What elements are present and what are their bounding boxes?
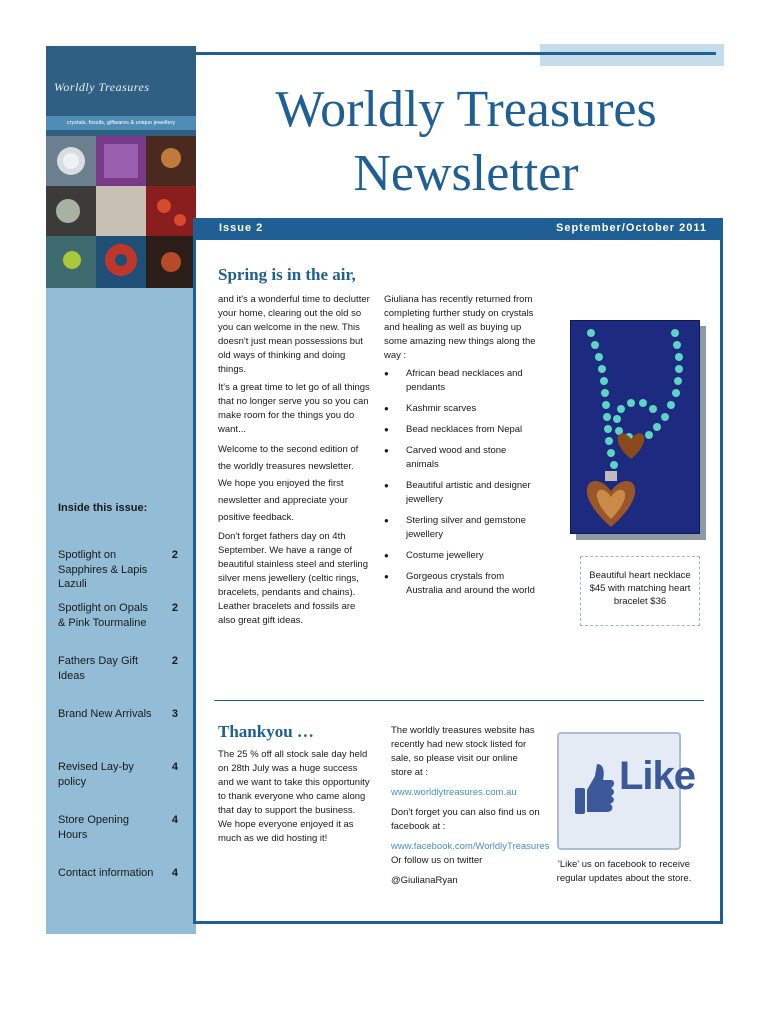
twitter-handle[interactable]: @GiulianaRyan [391, 875, 458, 886]
list-item: ● Kashmir scarves [384, 402, 536, 416]
title-line-1: Worldly Treasures [275, 81, 657, 138]
toc-item[interactable] [58, 601, 178, 654]
toc-label: Spotlight on Opals & Pink Tourmaline [58, 602, 148, 629]
facebook-like-button[interactable] [557, 732, 696, 850]
thumbs-up-icon [573, 762, 615, 818]
list-item: ● Beautiful artistic and designer jewellery [384, 479, 536, 507]
spring-paragraph: and it's a wonderful time to declutter your home, clearing out the old so you can welcome in the new. This doesn't just mean possessions but old ways of thinking and doing things. [218, 294, 370, 375]
toc-page: 4 [171, 867, 178, 879]
like-label: Like [619, 754, 696, 798]
table-of-contents [58, 548, 178, 906]
thankyou-heading: Thankyou … [218, 722, 314, 741]
cover-brand: Worldly Treasures [54, 80, 150, 94]
facebook-link[interactable]: www.facebook.com/WorldlyTreasures [391, 841, 550, 852]
toc-page: 2 [171, 549, 178, 561]
website-column [391, 724, 550, 892]
section-divider [214, 700, 704, 701]
twitter-paragraph: Or follow us on twitter [391, 855, 483, 866]
list-item: ● African bead necklaces and pendants [384, 367, 536, 395]
toc-item[interactable] [58, 813, 178, 866]
cover-tagline: crystals, fossils, giftwares & unique jewellery [46, 116, 196, 130]
issue-number: Issue 2 [219, 222, 264, 234]
inside-issue-title: Inside this issue: [58, 502, 148, 514]
toc-item[interactable] [58, 760, 178, 813]
toc-page: 4 [171, 814, 178, 826]
cover-image [46, 46, 196, 288]
list-item: ● Sterling silver and gemstone jewellery [384, 514, 536, 542]
spring-column-1 [218, 293, 370, 632]
jewellery-mosaic [46, 136, 196, 288]
toc-item[interactable] [58, 654, 178, 707]
website-link[interactable]: www.worldlytreasures.com.au [391, 787, 517, 798]
toc-page: 2 [171, 655, 178, 667]
title-line-2: Newsletter [353, 145, 579, 202]
list-item: ● Carved wood and stone animals [384, 444, 536, 472]
list-item: ● Bead necklaces from Nepal [384, 423, 536, 437]
toc-label: Contact information [58, 867, 154, 879]
list-item: ● Gorgeous crystals from Australia and around the world [384, 570, 536, 598]
photo-caption: Beautiful heart necklace $45 with matching heart bracelet $36 [580, 556, 700, 626]
spring-heading: Spring is in the air, [218, 265, 356, 284]
new-items-list [384, 367, 536, 598]
spring-paragraph: Welcome to the second edition of the worldly treasures newsletter. We hope you enjoyed the first newsletter and appreciate your positive feedback. [218, 444, 359, 523]
necklace-photo [570, 320, 700, 534]
issue-bar [193, 218, 723, 240]
spring-column-2 [384, 293, 536, 605]
toc-page: 4 [171, 761, 178, 773]
issue-date: September/October 2011 [555, 222, 707, 234]
list-item: ● Costume jewellery [384, 549, 536, 563]
toc-label: Fathers Day Gift Ideas [58, 655, 139, 682]
thankyou-text [218, 748, 370, 850]
spring-paragraph: Don't forget fathers day on 4th September. We have a range of beautiful stainless steel and sterling silver mens jewellery (celtic rings, bracelets, pendants and chains). Leather bracelets and fossils are also great gift ideas. [218, 531, 368, 626]
like-caption: 'Like' us on facebook to receive regular updates about the store. [556, 859, 692, 884]
new-items-intro: Giuliana has recently returned from completing further study on crystals and healing as well as buying up some amazing new things along the way : [384, 294, 536, 361]
toc-page: 3 [171, 708, 178, 720]
newsletter-title [210, 78, 722, 206]
toc-item[interactable] [58, 707, 178, 760]
header-rule [196, 52, 716, 55]
toc-item[interactable] [58, 548, 178, 601]
necklace-illustration [571, 321, 700, 534]
toc-label: Revised Lay-by policy [58, 761, 134, 788]
toc-label: Spotlight on Sapphires & Lapis Lazuli [58, 549, 148, 590]
facebook-paragraph: Don't forget you can also find us on facebook at : [391, 807, 540, 832]
toc-page: 2 [171, 602, 178, 614]
header-accent-block [540, 44, 724, 66]
spring-paragraph: It's a great time to let go of all things that no longer serve you so you can make room for the things you do want... [218, 382, 370, 435]
thankyou-paragraph: The 25 % off all stock sale day held on 28th July was a huge success and we want to take this opportunity to thank everyone who came along that day to support the business. We hope everyone enjoyed it as much as we did hosting it! [218, 749, 370, 844]
toc-item[interactable] [58, 866, 178, 906]
toc-label: Store Opening Hours [58, 814, 129, 841]
toc-label: Brand New Arrivals [58, 708, 152, 720]
website-paragraph: The worldly treasures website has recently had new stock listed for sale, so please visit our online store at : [391, 725, 535, 778]
